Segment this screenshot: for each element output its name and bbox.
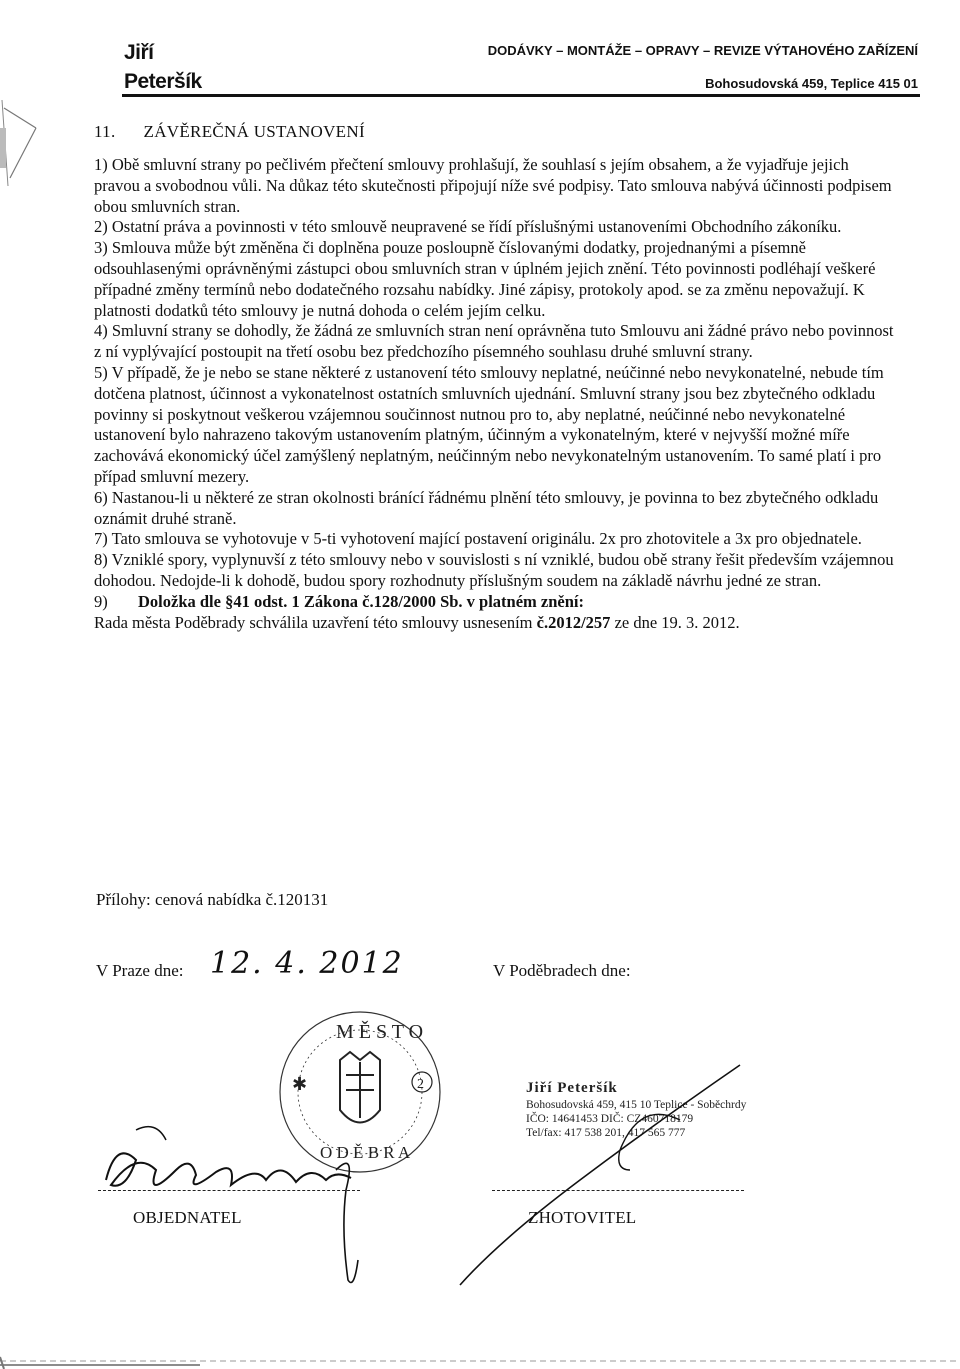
company-stamp-address: Bohosudovská 459, 415 10 Teplice - Soběchrdy (526, 1099, 747, 1111)
company-stamp-name: Jiří Peteršík (526, 1080, 618, 1096)
svg-text:✱: ✱ (292, 1074, 308, 1095)
header-rule (122, 94, 920, 97)
signature-zhotovitel (440, 1060, 760, 1290)
company-name: Jiří (124, 41, 154, 64)
clause-9-text-before: Rada města Poděbrady schválila uzavření této smlouvy usnesením (94, 612, 537, 632)
clause-7: 7) Tato smlouva se vyhotovuje v 5-ti vyhotovení mající postavení originálu. 2x pro zhotovitele a 3x pro objednatele. (94, 529, 862, 549)
header-services: DODÁVKY – MONTÁŽE – OPRAVY – REVIZE VÝTAHOVÉHO ZAŘÍZENÍ (487, 43, 918, 58)
clause-4: 4) Smluvní strany se dohodly, že žádná ze smluvních stran není oprávněna tuto Smlouvu ani žádné právo nebo povinnost z ní vyplývající postoupit na třetí osobu bez předchozího písemného souhlasu druhé smluvní strany. (94, 321, 894, 362)
header-address: Bohosudovská 459, Teplice 415 01 (705, 76, 918, 91)
signature-label-zhotovitel: ZHOTOVITEL (528, 1208, 637, 1227)
clause-9-text-after: ze dne 19. 3. 2012. (610, 612, 740, 632)
section-heading: ZÁVĚREČNÁ USTANOVENÍ (143, 122, 365, 141)
signature-line-left (98, 1190, 360, 1191)
signature-label-objednatel: OBJEDNATEL (133, 1208, 242, 1227)
clause-2: 2) Ostatní práva a povinnosti v této smlouvě neupravené se řídí příslušnými ustanoveními Obchodního zákoníku. (94, 217, 842, 237)
clause-5: 5) V případě, že je nebo se stane některé z ustanovení této smlouvy neplatné, neúčinné nebo nevykonatelné, nebude tím dotčena platnost, účinnost a vykonatelnost ostatních smluvních ujednání. Smluvní strany jsou bez zbytečného odkladu povinny si poskytnout veškerou vzájemnou součinnost nutnou pro to, aby neplatné, neúčinné nebo nevykonatelné ustanovení bylo nahrazeno takovým ustanovením platným, účinným a vykonatelným, které v nejvyšší možné míře zachovává ekonomický účel zamýšlený neplatným, neúčinným nebo nevykonatelným ustanovením. To samé platí i pro případ smluvní mezery. (94, 362, 884, 486)
date-right-label: V Poděbradech dne: (493, 961, 631, 980)
clause-6: 6) Nastanou-li u některé ze stran okolnosti bránící řádnému plnění této smlouvy, je povinna to bez zbytečného odkladu oznámit druhé straně. (94, 487, 879, 528)
date-left-handwritten: 12. 4. 2012 (210, 946, 404, 981)
svg-text:M Ě S T O: M Ě S T O (336, 1021, 424, 1043)
clause-9-number: 9) (94, 591, 108, 611)
company-stamp-phone: Tel/fax: 417 538 201, 417 565 777 (526, 1127, 686, 1139)
company-surname: Peteršík (124, 70, 202, 93)
clause-3: 3) Smlouva může být změněna či doplněna pouze posloupně číslovanými dodatky, projednanými a písemně odsouhlasenými oprávněnými zástupci obou smluvních stran v úplném jejich znění. Této povinnosti podléhají veškeré případné změny termínů nebo dodatečného rozsahu nabídky. Jiné zápisy, protokoly apod. se za změnu nepovažují. K platnosti dodatků této smlouvy je nutná dohoda o celém jejím celku. (94, 238, 876, 320)
clause-8: 8) Vzniklé spory, vyplynuvší z této smlouvy nebo v souvislosti s ní vzniklé, budou obě strany řešit především vzájemnou dohodou. Nedojde-li k dohodě, budou spory rozhodnuty příslušným soudem na základě návrhu jedné ze stran. (94, 550, 894, 590)
attachments: Přílohy: cenová nabídka č.120131 (96, 890, 329, 909)
clause-9-heading (94, 592, 894, 613)
stamp-number: 2 (417, 1077, 424, 1092)
section-title (94, 122, 365, 142)
signature-objednatel (96, 1110, 396, 1290)
date-left-label: V Praze dne: (96, 961, 184, 980)
company-stamp-ids: IČO: 14641453 DIČ: CZ460718179 (526, 1113, 694, 1125)
clause-1: 1) Obě smluvní strany po pečlivém přečtení smlouvy prohlašují, že souhlasí s jejím obsahem, a že vyjadřuje jejich pravou a svobodnou vůli. Na důkaz této skutečnosti připojují níže své podpisy. Tato smlouva nabývá účinnosti podpisem obou smluvních stran. (94, 155, 892, 216)
scan-bottom-edge (0, 1339, 960, 1369)
company-logo (124, 42, 202, 92)
clause-9-text (94, 613, 894, 634)
clause-9-resolution: č.2012/257 (536, 612, 611, 632)
clauses-body (94, 155, 894, 633)
clause-9-title: Doložka dle §41 odst. 1 Zákona č.128/2000 Sb. v platném znění: (138, 591, 584, 611)
scan-margin-mark (0, 98, 40, 188)
svg-text:O D Ě B R A: O D Ě B R A (320, 1143, 411, 1162)
signature-line-right (492, 1190, 744, 1191)
section-number: 11. (94, 122, 116, 141)
header-info (488, 43, 918, 91)
